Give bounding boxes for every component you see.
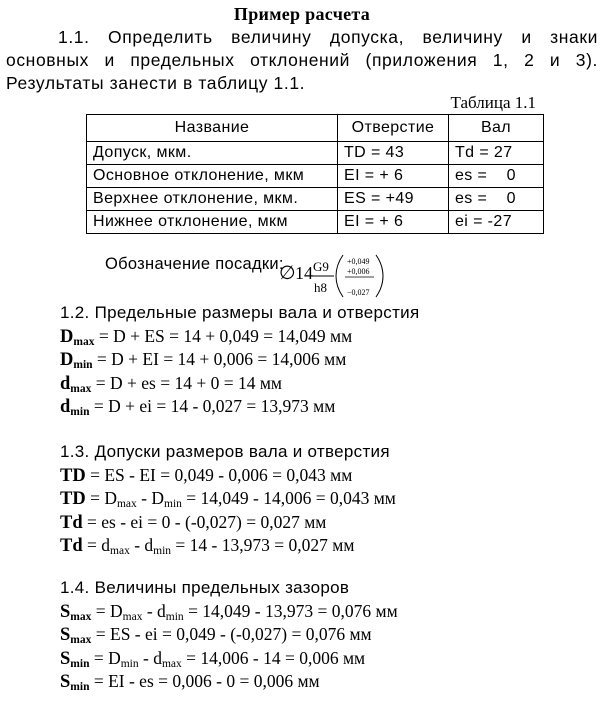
- section-clearances: [60, 576, 398, 694]
- section-heading: 1.4. Величины предельных зазоров: [60, 578, 350, 597]
- table-caption: Таблица 1.1: [450, 93, 536, 112]
- shaft-lower-dev: −0,027: [347, 288, 370, 297]
- table-cell: TD = 43: [338, 142, 449, 165]
- header-hole: Отверстие: [338, 115, 449, 142]
- fit-designation: [277, 253, 417, 301]
- right-paren-icon: [376, 255, 383, 297]
- formula-line: $S_{max} = D_{max} - d_{min} = 14,049 - 13,973 = 0,076$ мм: [60, 600, 398, 623]
- formula-line: $Td = d_{max} - d_{min} = 14 - 13,973 = 0,027$ мм: [60, 535, 355, 558]
- formula-line: Td = es - ei = 0 - (-0,027) = 0,027 мм: [60, 511, 327, 533]
- section-heading: 1.2. Предельные размеры вала и отверстия: [60, 303, 420, 322]
- intro-paragraph: [6, 26, 598, 95]
- table-cell: es = 0: [449, 188, 544, 211]
- formula-line: $d_{max} = D$ + es = 14 + 0 = 14 мм: [60, 372, 282, 395]
- fit-label: Обозначение посадки:: [105, 255, 284, 273]
- formula-line: $d_{min} = D$ + ei = 14 - 0,027 = 13,973 мм: [60, 396, 336, 419]
- table-cell: Верхнее отклонение, мкм.: [87, 188, 338, 211]
- table-cell: Допуск, мкм.: [87, 142, 338, 165]
- formula-line: $D_{min} = D$ + EI = 14 + 0,006 = 14,006 мм: [60, 349, 347, 372]
- nominal-size: 14: [295, 263, 313, 283]
- diameter-symbol: ∅: [279, 263, 296, 284]
- formula-line: $S_{min} = D_{min} - d_{max} = 14,006 - 14 = 0,006$ мм: [60, 647, 366, 670]
- header-shaft: Вал: [449, 115, 544, 142]
- table-cell: es = 0: [449, 165, 544, 188]
- table-cell: EI = + 6: [338, 211, 449, 234]
- table-row: [87, 211, 544, 234]
- table-row: [87, 165, 544, 188]
- results-table: [86, 114, 544, 234]
- table-row: [87, 188, 544, 211]
- shaft-field: h8: [314, 280, 327, 295]
- formula-line: $D_{max} = D$ + ES = 14 + 0,049 = 14,049 мм: [60, 325, 353, 348]
- table-cell: Нижнее отклонение, мкм: [87, 211, 338, 234]
- hole-field: G9: [313, 259, 329, 274]
- table-cell: Td = 27: [449, 142, 544, 165]
- section-tolerances: [60, 440, 396, 558]
- table-header-row: [87, 115, 544, 142]
- hole-lower-dev: +0,006: [347, 267, 370, 276]
- table-cell: ES = +49: [338, 188, 449, 211]
- table-cell: EI = + 6: [338, 165, 449, 188]
- formula-line: TD = $D_{max} - D_{min} = 14,049 - 14,006 = 0,043$ мм: [60, 488, 396, 511]
- formula-line: $S_{min}$ = EI - es = 0,006 - 0 = 0,006 мм: [60, 671, 320, 694]
- table-cell: Основное отклонение, мкм: [87, 165, 338, 188]
- hole-upper-dev: +0,049: [347, 257, 370, 266]
- left-paren-icon: [336, 255, 343, 297]
- intro-number: 1.1.: [58, 27, 90, 47]
- formula-line: $S_{max}$ = ES - ei = 0,049 - (-0,027) = 0,076 мм: [60, 624, 372, 647]
- intro-text: Определить величину допуска, величину и знаки основных и предельных отклонений (приложения 1, 2 и 3). Результаты занести в таблицу 1.1.: [6, 27, 598, 93]
- table-cell: ei = -27: [449, 211, 544, 234]
- section-limit-sizes: [60, 301, 419, 419]
- page-title: Пример расчета: [233, 4, 371, 24]
- table-row: [87, 142, 544, 165]
- section-heading: 1.3. Допуски размеров вала и отверстия: [60, 442, 390, 461]
- formula-line: TD = ES - EI = 0,049 - 0,006 = 0,043 мм: [60, 464, 353, 486]
- header-name: Название: [87, 115, 338, 142]
